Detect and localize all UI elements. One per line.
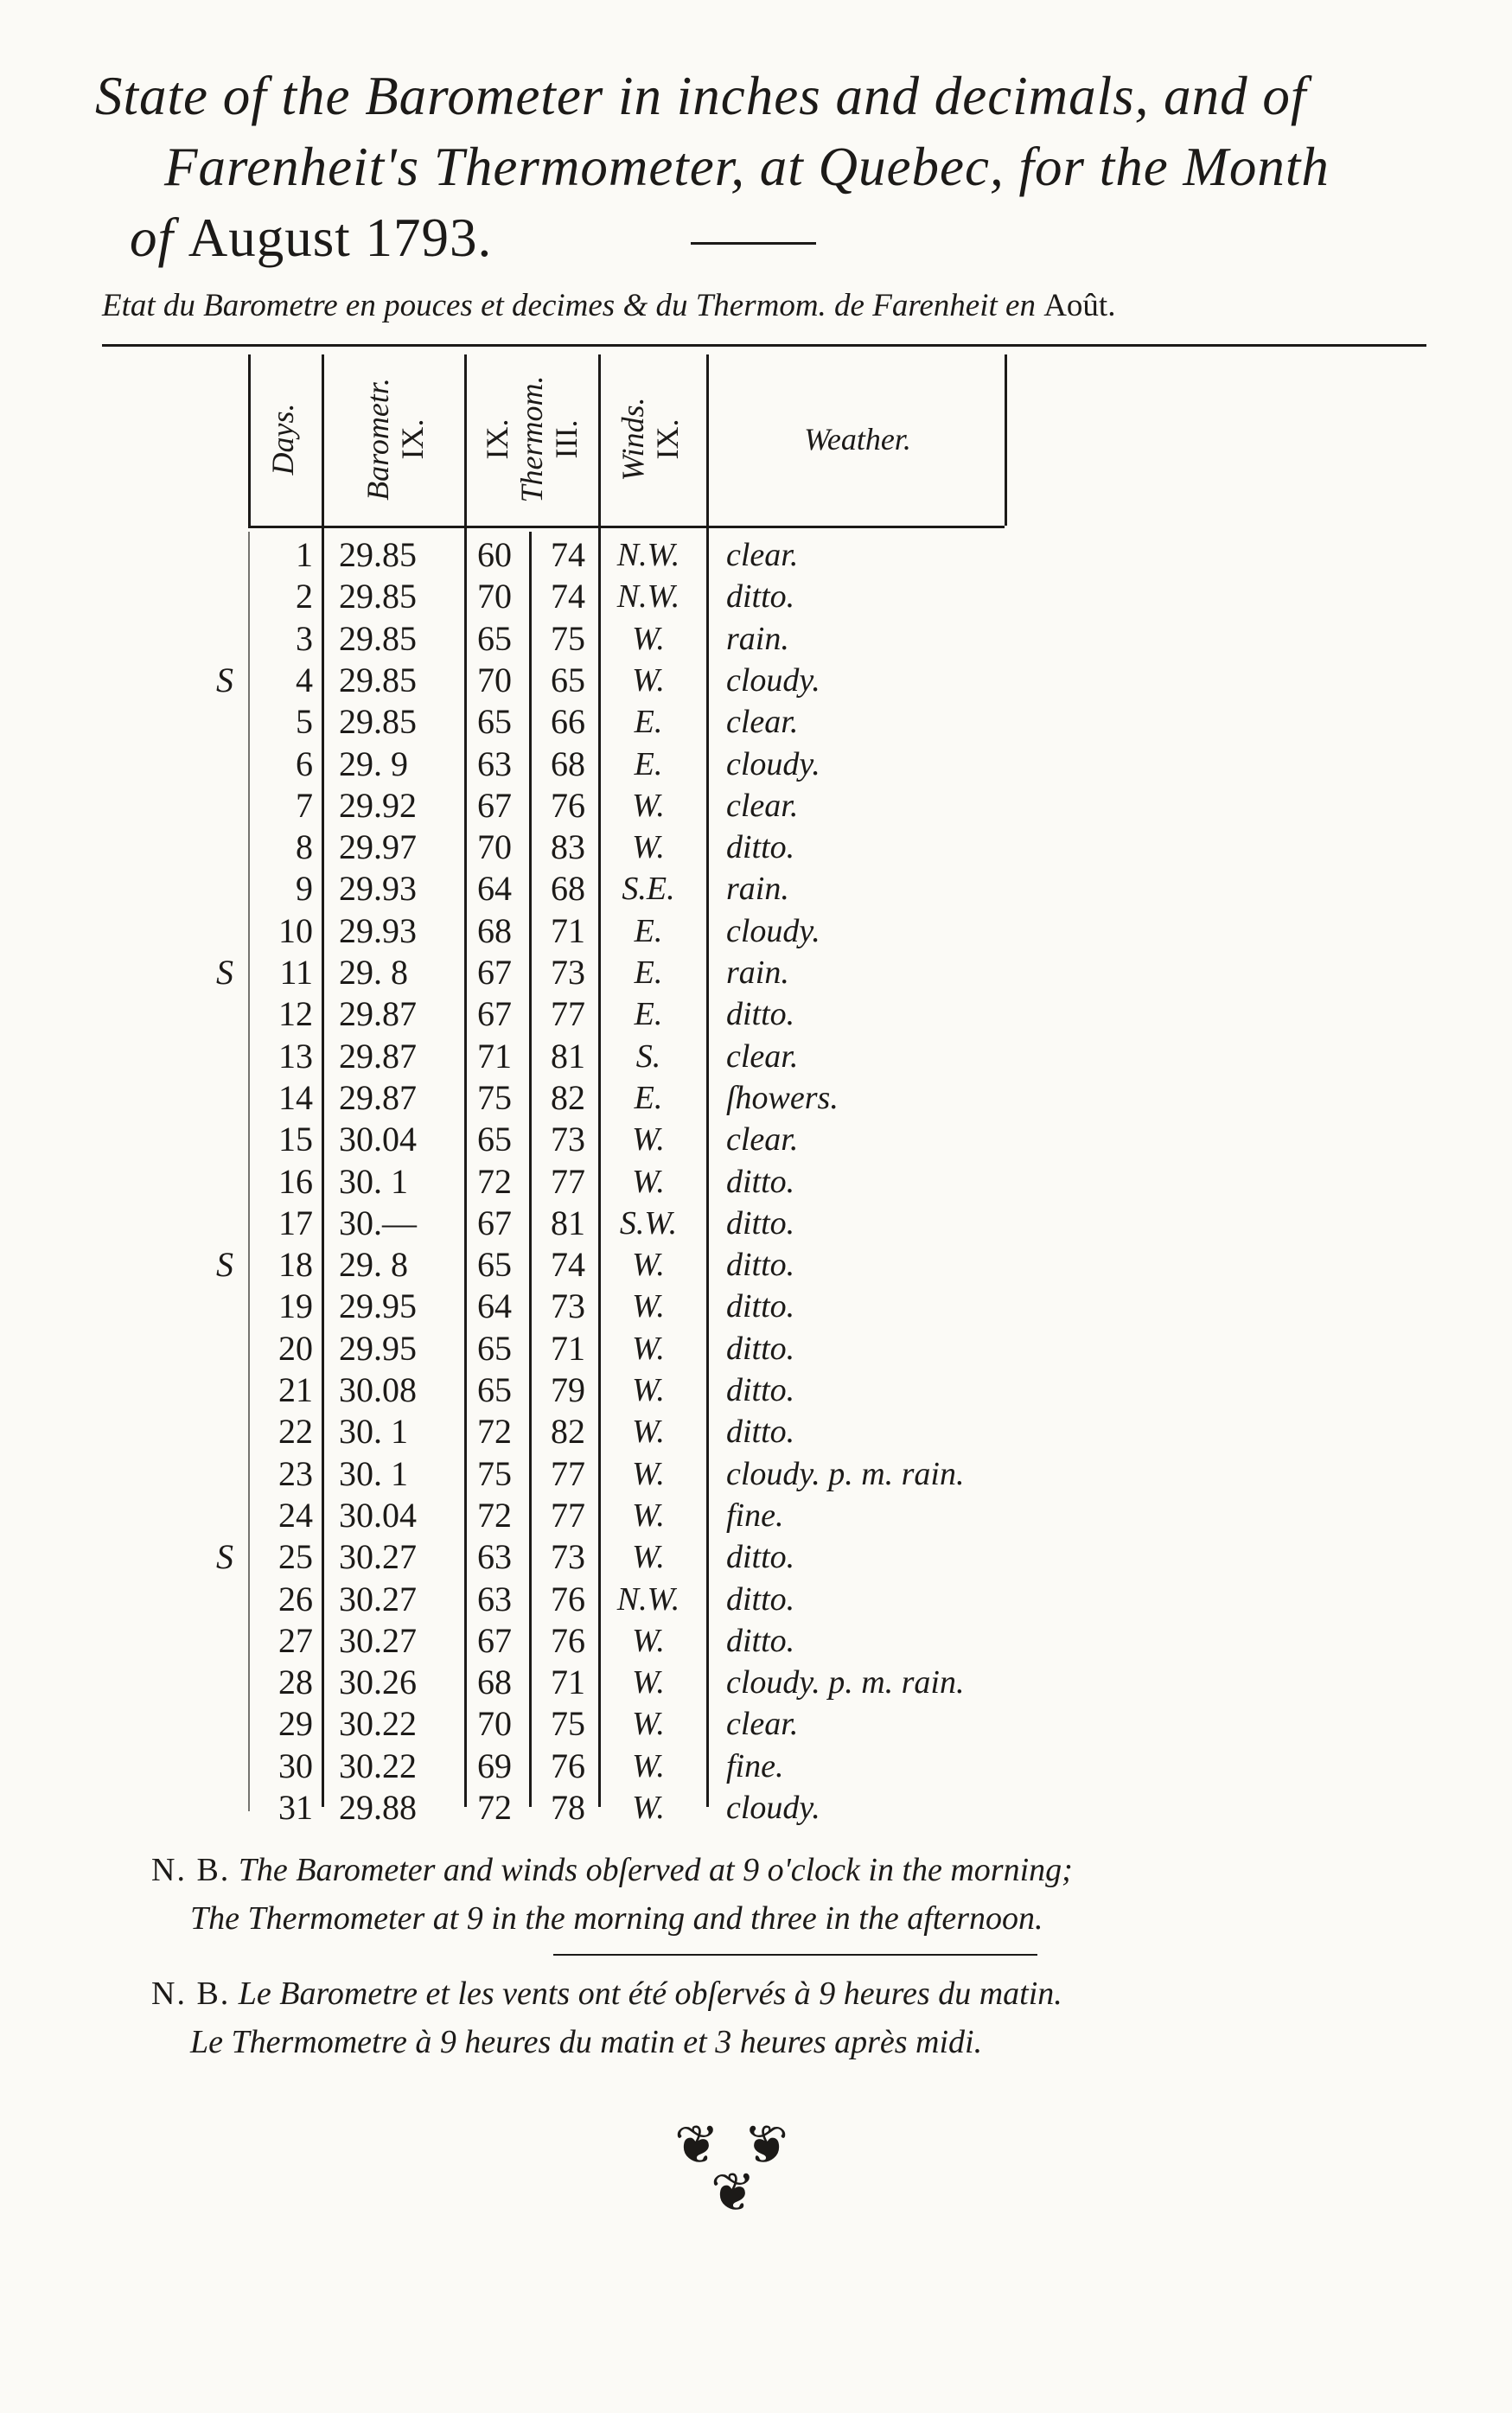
day-cell: 30 <box>278 1746 313 1785</box>
table-row <box>252 1787 1117 1829</box>
day-cell: 11 <box>279 953 313 992</box>
table-row <box>216 952 1117 993</box>
weather-cell: ditto. <box>726 1330 795 1367</box>
barometer-cell: 29.85 <box>339 702 417 742</box>
thermometer-ix-cell: 68 <box>477 1663 512 1702</box>
barometer-cell: 30.27 <box>339 1537 417 1577</box>
weather-cell: ditto. <box>726 1288 795 1325</box>
thermometer-iii-cell: 74 <box>551 1245 585 1285</box>
title-dash <box>691 242 816 245</box>
table-row <box>252 1036 1117 1077</box>
barometer-cell: 30.04 <box>339 1495 417 1535</box>
day-cell: 13 <box>278 1036 313 1076</box>
wind-cell: W. <box>632 1163 665 1200</box>
thermometer-ix-cell: 65 <box>477 1120 512 1159</box>
wind-cell: W. <box>632 1330 665 1367</box>
weather-cell: ditto. <box>726 1414 795 1451</box>
thermometer-ix-cell: 72 <box>477 1161 512 1201</box>
thermometer-ix-cell: 67 <box>477 785 512 825</box>
thermometer-iii-cell: 71 <box>551 1328 585 1368</box>
wind-cell: N.W. <box>616 537 680 573</box>
table-row <box>252 534 1117 576</box>
thermometer-ix-cell: 71 <box>477 1036 512 1076</box>
barometer-cell: 29.93 <box>339 910 417 950</box>
barometer-cell: 30.04 <box>339 1120 417 1159</box>
weather-cell: cloudy. <box>726 912 820 949</box>
header-barometer-label <box>360 378 430 501</box>
barometer-cell: 30. 1 <box>339 1453 408 1493</box>
wind-cell: W. <box>632 1622 665 1659</box>
weather-cell: ditto. <box>726 1539 795 1576</box>
thermometer-iii-cell: 74 <box>551 535 585 574</box>
thermometer-ix-cell: 67 <box>477 1203 512 1242</box>
thermometer-iii-cell: 77 <box>551 1495 585 1535</box>
thermometer-iii-cell: 75 <box>551 1704 585 1744</box>
table-row <box>252 744 1117 785</box>
thermometer-iii-cell: 76 <box>551 1620 585 1660</box>
table-row <box>252 868 1117 910</box>
barometer-cell: 29.93 <box>339 869 417 909</box>
table-row <box>252 1746 1117 1787</box>
barometer-cell: 30.22 <box>339 1746 417 1785</box>
header-barometer-line-1: Barometr. <box>360 377 395 501</box>
wind-cell: W. <box>632 829 665 866</box>
thermometer-iii-cell: 82 <box>551 1077 585 1117</box>
wind-cell: E. <box>634 954 663 991</box>
day-cell: 19 <box>278 1286 313 1326</box>
note-divider-rule <box>553 1954 1037 1956</box>
day-cell: 21 <box>278 1370 313 1409</box>
thermometer-ix-cell: 65 <box>477 618 512 658</box>
day-cell: 1 <box>296 535 313 574</box>
thermometer-ix-cell: 64 <box>477 869 512 909</box>
french-note-line-2: Le Thermometre à 9 heures du matin et 3 heures après midi. <box>190 2024 983 2060</box>
weather-cell: cloudy. <box>726 745 820 782</box>
table-row <box>252 1662 1117 1703</box>
thermometer-ix-cell: 75 <box>477 1077 512 1117</box>
thermometer-ix-cell: 65 <box>477 1245 512 1285</box>
english-note <box>151 1846 1413 1943</box>
thermometer-iii-cell: 79 <box>551 1370 585 1409</box>
sunday-marker: S <box>216 953 233 992</box>
day-cell: 27 <box>278 1620 313 1660</box>
wind-cell: W. <box>632 1372 665 1408</box>
wind-cell: W. <box>632 1288 665 1325</box>
thermometer-iii-cell: 73 <box>551 1120 585 1159</box>
fleuron-ornament-icon: ❦ <box>711 2161 756 2224</box>
table-row <box>252 1161 1117 1203</box>
thermometer-iii-cell: 77 <box>551 1453 585 1493</box>
table-row <box>252 1203 1117 1244</box>
thermometer-ix-cell: 72 <box>477 1788 512 1827</box>
weather-cell: clear. <box>726 537 799 573</box>
thermometer-iii-cell: 76 <box>551 1579 585 1618</box>
table-row <box>252 827 1117 868</box>
day-cell: 6 <box>296 744 313 783</box>
day-cell: 5 <box>296 702 313 742</box>
wind-cell: S. <box>635 1037 661 1075</box>
header-bottom-rule <box>248 526 1005 528</box>
day-cell: 22 <box>278 1412 313 1452</box>
thermometer-iii-cell: 65 <box>551 660 585 699</box>
fleuron-ornament-icon: ❦ <box>674 2113 719 2176</box>
weather-cell: clear. <box>726 1037 799 1075</box>
day-cell: 17 <box>278 1203 313 1242</box>
thermometer-ix-cell: 70 <box>477 577 512 616</box>
header-thermometer <box>469 354 594 523</box>
day-cell: 15 <box>278 1120 313 1159</box>
thermometer-iii-cell: 68 <box>551 744 585 783</box>
table-row <box>252 993 1117 1035</box>
table-row <box>252 1286 1117 1327</box>
thermometer-ix-cell: 70 <box>477 1704 512 1744</box>
header-barometer <box>335 354 456 523</box>
weather-cell: ditto. <box>726 1163 795 1200</box>
thermometer-ix-cell: 72 <box>477 1412 512 1452</box>
wind-cell: W. <box>632 620 665 657</box>
wind-cell: N.W. <box>616 1580 680 1618</box>
thermometer-iii-cell: 77 <box>551 1161 585 1201</box>
wind-cell: E. <box>634 912 663 949</box>
weather-cell: rain. <box>726 620 789 657</box>
barometer-cell: 30.22 <box>339 1704 417 1744</box>
sunday-marker: S <box>216 660 233 699</box>
day-cell: 23 <box>278 1453 313 1493</box>
thermometer-iii-cell: 76 <box>551 1746 585 1785</box>
wind-cell: W. <box>632 1497 665 1534</box>
day-cell: 14 <box>278 1077 313 1117</box>
wind-cell: E. <box>634 996 663 1033</box>
header-days <box>252 354 313 523</box>
table-row <box>252 785 1117 827</box>
english-note-label: N. B. <box>151 1852 231 1888</box>
thermometer-iii-cell: 77 <box>551 994 585 1034</box>
header-winds-line-2: IX. <box>650 418 685 460</box>
title-month-year: August 1793. <box>188 207 493 268</box>
french-note <box>151 1969 1413 2066</box>
day-cell: 16 <box>278 1161 313 1201</box>
table-row <box>252 1119 1117 1160</box>
weather-cell: ditto. <box>726 1372 795 1408</box>
wind-cell: E. <box>634 745 663 782</box>
header-weather-label: Weather. <box>804 421 911 456</box>
thermometer-ix-cell: 67 <box>477 953 512 992</box>
day-cell: 7 <box>296 785 313 825</box>
header-barometer-line-2: IX. <box>395 418 430 460</box>
weather-cell: ditto. <box>726 1622 795 1659</box>
day-cell: 20 <box>278 1328 313 1368</box>
thermometer-ix-cell: 63 <box>477 1579 512 1618</box>
barometer-cell: 29.97 <box>339 827 417 867</box>
day-cell: 28 <box>278 1663 313 1702</box>
french-subtitle <box>102 287 1433 324</box>
french-note-label: N. B. <box>151 1976 231 2012</box>
table-row <box>252 1369 1117 1411</box>
header-thermometer-label <box>480 375 584 502</box>
thermometer-ix-cell: 70 <box>477 827 512 867</box>
barometer-cell: 30.26 <box>339 1663 417 1702</box>
thermometer-ix-cell: 67 <box>477 1620 512 1660</box>
subtitle-text: Etat du Barometre en pouces et decimes & du Thermom. de Farenheit en <box>102 288 1036 323</box>
table-row <box>252 1579 1117 1620</box>
wind-cell: S.W. <box>619 1204 678 1242</box>
column-rule <box>248 532 250 1811</box>
barometer-cell: 29.85 <box>339 535 417 574</box>
wind-cell: W. <box>632 1121 665 1159</box>
thermometer-iii-cell: 81 <box>551 1203 585 1242</box>
weather-cell: ditto. <box>726 1247 795 1284</box>
day-cell: 8 <box>296 827 313 867</box>
thermometer-ix-cell: 69 <box>477 1746 512 1785</box>
header-winds <box>603 354 698 523</box>
table-row <box>252 618 1117 660</box>
title-line-3-prefix: of <box>130 207 175 268</box>
day-cell: 4 <box>296 660 313 699</box>
barometer-cell: 30. 1 <box>339 1412 408 1452</box>
weather-cell: cloudy. <box>726 1790 820 1826</box>
header-winds-line-1: Winds. <box>616 396 650 482</box>
barometer-cell: 29. 9 <box>339 744 408 783</box>
day-cell: 9 <box>296 869 313 909</box>
thermometer-iii-cell: 73 <box>551 1537 585 1577</box>
header-thermom-ix: IX. <box>479 418 514 460</box>
thermometer-ix-cell: 63 <box>477 1537 512 1577</box>
weather-cell: clear. <box>726 1706 799 1743</box>
table-row <box>252 1077 1117 1119</box>
table-row <box>216 660 1117 701</box>
header-thermom-iii: III. <box>548 419 584 458</box>
barometer-cell: 29.95 <box>339 1328 417 1368</box>
table-row <box>252 1495 1117 1536</box>
weather-cell: cloudy. p. m. rain. <box>726 1664 965 1701</box>
barometer-cell: 29. 8 <box>339 1245 408 1285</box>
table-row <box>252 1703 1117 1745</box>
subtitle-month: Août. <box>1043 288 1116 323</box>
wind-cell: W. <box>632 661 665 699</box>
weather-cell: rain. <box>726 871 789 908</box>
weather-cell: ditto. <box>726 1580 795 1618</box>
sunday-marker: S <box>216 1245 233 1285</box>
weather-cell: cloudy. p. m. rain. <box>726 1455 965 1492</box>
wind-cell: W. <box>632 1414 665 1451</box>
page-title <box>95 61 1409 273</box>
barometer-cell: 29.95 <box>339 1286 417 1326</box>
thermometer-iii-cell: 73 <box>551 1286 585 1326</box>
weather-cell: clear. <box>726 787 799 824</box>
weather-cell: ditto. <box>726 829 795 866</box>
thermometer-ix-cell: 65 <box>477 1370 512 1409</box>
thermometer-ix-cell: 67 <box>477 994 512 1034</box>
barometer-cell: 29.92 <box>339 785 417 825</box>
wind-cell: W. <box>632 1706 665 1743</box>
thermometer-iii-cell: 81 <box>551 1036 585 1076</box>
english-note-line-1: The Barometer and winds obſerved at 9 o'clock in the morning; <box>238 1852 1073 1888</box>
weather-cell: fine. <box>726 1497 784 1534</box>
barometer-cell: 29.87 <box>339 994 417 1034</box>
top-rule <box>102 344 1426 347</box>
thermometer-iii-cell: 78 <box>551 1788 585 1827</box>
thermometer-ix-cell: 60 <box>477 535 512 574</box>
barometer-cell: 29.87 <box>339 1036 417 1076</box>
wind-cell: N.W. <box>616 578 680 616</box>
barometer-cell: 29.85 <box>339 577 417 616</box>
weather-cell: cloudy. <box>726 661 820 699</box>
thermometer-ix-cell: 65 <box>477 1328 512 1368</box>
day-cell: 25 <box>278 1537 313 1577</box>
column-rule <box>1005 354 1007 526</box>
thermometer-iii-cell: 73 <box>551 953 585 992</box>
thermometer-ix-cell: 65 <box>477 702 512 742</box>
barometer-cell: 30. 1 <box>339 1161 408 1201</box>
fleuron-ornament-icon: ❦ <box>743 2113 788 2176</box>
day-cell: 18 <box>278 1245 313 1285</box>
barometer-cell: 30.27 <box>339 1620 417 1660</box>
thermometer-iii-cell: 71 <box>551 1663 585 1702</box>
weather-cell: fine. <box>726 1747 784 1784</box>
barometer-cell: 29. 8 <box>339 953 408 992</box>
table-row <box>216 1536 1117 1578</box>
day-cell: 26 <box>278 1579 313 1618</box>
thermometer-iii-cell: 75 <box>551 618 585 658</box>
day-cell: 12 <box>278 994 313 1034</box>
barometer-cell: 29.85 <box>339 660 417 699</box>
thermometer-iii-cell: 83 <box>551 827 585 867</box>
day-cell: 3 <box>296 618 313 658</box>
thermometer-iii-cell: 71 <box>551 910 585 950</box>
barometer-cell: 30.08 <box>339 1370 417 1409</box>
day-cell: 29 <box>278 1704 313 1744</box>
weather-cell: ditto. <box>726 1204 795 1242</box>
barometer-cell: 29.85 <box>339 618 417 658</box>
thermometer-ix-cell: 63 <box>477 744 512 783</box>
french-note-line-1: Le Barometre et les vents ont été obſervés à 9 heures du matin. <box>238 1976 1062 2012</box>
table-row <box>252 576 1117 617</box>
barometer-cell: 29.88 <box>339 1788 417 1827</box>
column-rule <box>248 354 251 527</box>
table-row <box>216 1244 1117 1286</box>
wind-cell: E. <box>634 704 663 741</box>
title-line-1: State of the Barometer in inches and decimals, and of <box>95 66 1307 126</box>
weather-cell: ditto. <box>726 996 795 1033</box>
wind-cell: E. <box>634 1079 663 1116</box>
table-row <box>252 701 1117 743</box>
english-note-line-2: The Thermometer at 9 in the morning and three in the afternoon. <box>190 1900 1043 1937</box>
wind-cell: W. <box>632 1247 665 1284</box>
barometer-cell: 30.— <box>339 1203 417 1242</box>
weather-cell: ditto. <box>726 578 795 616</box>
thermometer-ix-cell: 75 <box>477 1453 512 1493</box>
wind-cell: W. <box>632 1747 665 1784</box>
title-line-2: Farenheit's Thermometer, at Quebec, for the Month <box>164 137 1330 197</box>
header-winds-label <box>616 397 685 481</box>
day-cell: 31 <box>278 1788 313 1827</box>
day-cell: 2 <box>296 577 313 616</box>
thermometer-ix-cell: 72 <box>477 1495 512 1535</box>
header-days-label: Days. <box>265 403 300 475</box>
title-line-3 <box>95 202 1409 273</box>
thermometer-iii-cell: 74 <box>551 577 585 616</box>
barometer-cell: 29.87 <box>339 1077 417 1117</box>
day-cell: 24 <box>278 1495 313 1535</box>
weather-cell: clear. <box>726 1121 799 1159</box>
table-row <box>252 1411 1117 1452</box>
thermometer-iii-cell: 76 <box>551 785 585 825</box>
wind-cell: W. <box>632 787 665 824</box>
thermometer-iii-cell: 82 <box>551 1412 585 1452</box>
weather-cell: ſhowers. <box>726 1079 839 1116</box>
wind-cell: W. <box>632 1539 665 1576</box>
thermometer-ix-cell: 68 <box>477 910 512 950</box>
sunday-marker: S <box>216 1537 233 1577</box>
thermometer-iii-cell: 66 <box>551 702 585 742</box>
wind-cell: W. <box>632 1664 665 1701</box>
wind-cell: W. <box>632 1790 665 1826</box>
header-weather <box>711 354 1005 523</box>
thermometer-ix-cell: 70 <box>477 660 512 699</box>
thermometer-iii-cell: 68 <box>551 869 585 909</box>
weather-cell: rain. <box>726 954 789 991</box>
day-cell: 10 <box>278 910 313 950</box>
thermometer-ix-cell: 64 <box>477 1286 512 1326</box>
wind-cell: W. <box>632 1455 665 1492</box>
table-row <box>252 910 1117 952</box>
wind-cell: S.E. <box>622 871 675 908</box>
header-thermom-label: Thermom. <box>514 374 549 503</box>
barometer-cell: 30.27 <box>339 1579 417 1618</box>
table-row <box>252 1620 1117 1662</box>
table-row <box>252 1328 1117 1369</box>
table-row <box>252 1453 1117 1495</box>
weather-cell: clear. <box>726 704 799 741</box>
